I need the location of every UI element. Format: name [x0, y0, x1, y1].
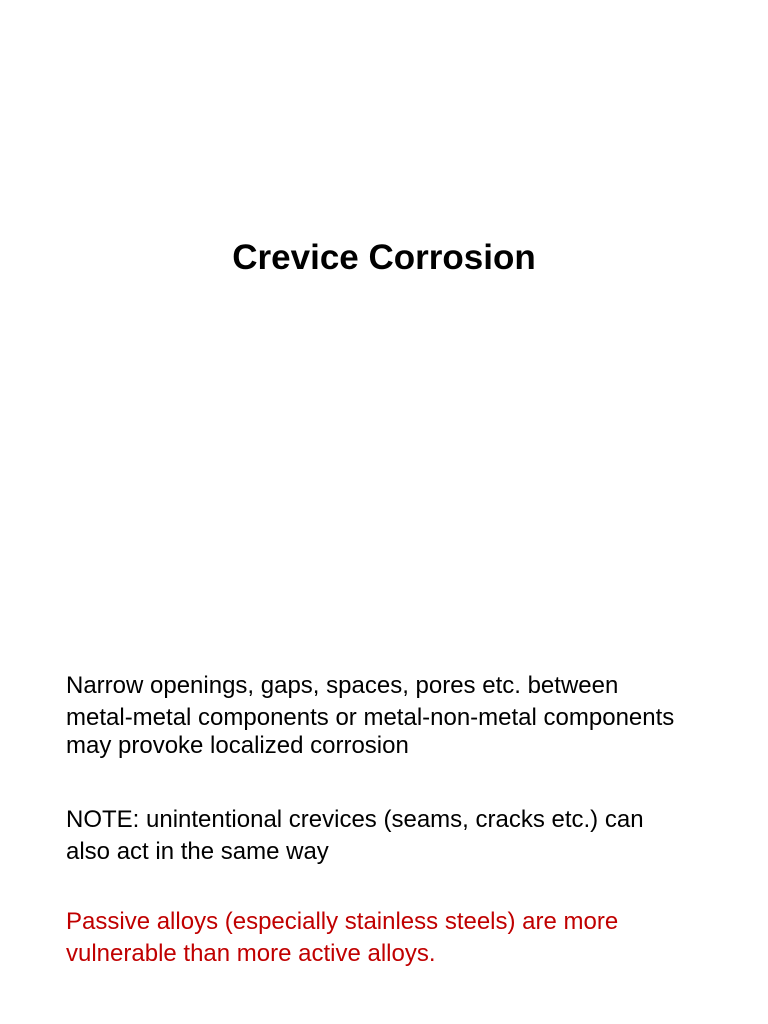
paragraph-line: metal-metal components or metal-non-metal components: [66, 704, 675, 731]
paragraph-note: [66, 804, 746, 868]
paragraph-line: also act in the same way: [66, 838, 329, 865]
paragraph-line: NOTE: unintentional crevices (seams, cracks etc.) can: [66, 806, 644, 833]
paragraph-line: may provoke localized corrosion: [66, 732, 409, 759]
paragraph-line: Passive alloys (especially stainless steels) are more: [66, 908, 619, 935]
paragraph-line: vulnerable than more active alloys.: [66, 940, 436, 967]
paragraph-line: Narrow openings, gaps, spaces, pores etc. between: [66, 672, 619, 699]
paragraph-narrow-openings: [66, 670, 746, 758]
paragraph-passive-alloys: [66, 906, 746, 970]
slide-title: Crevice Corrosion: [232, 238, 536, 277]
